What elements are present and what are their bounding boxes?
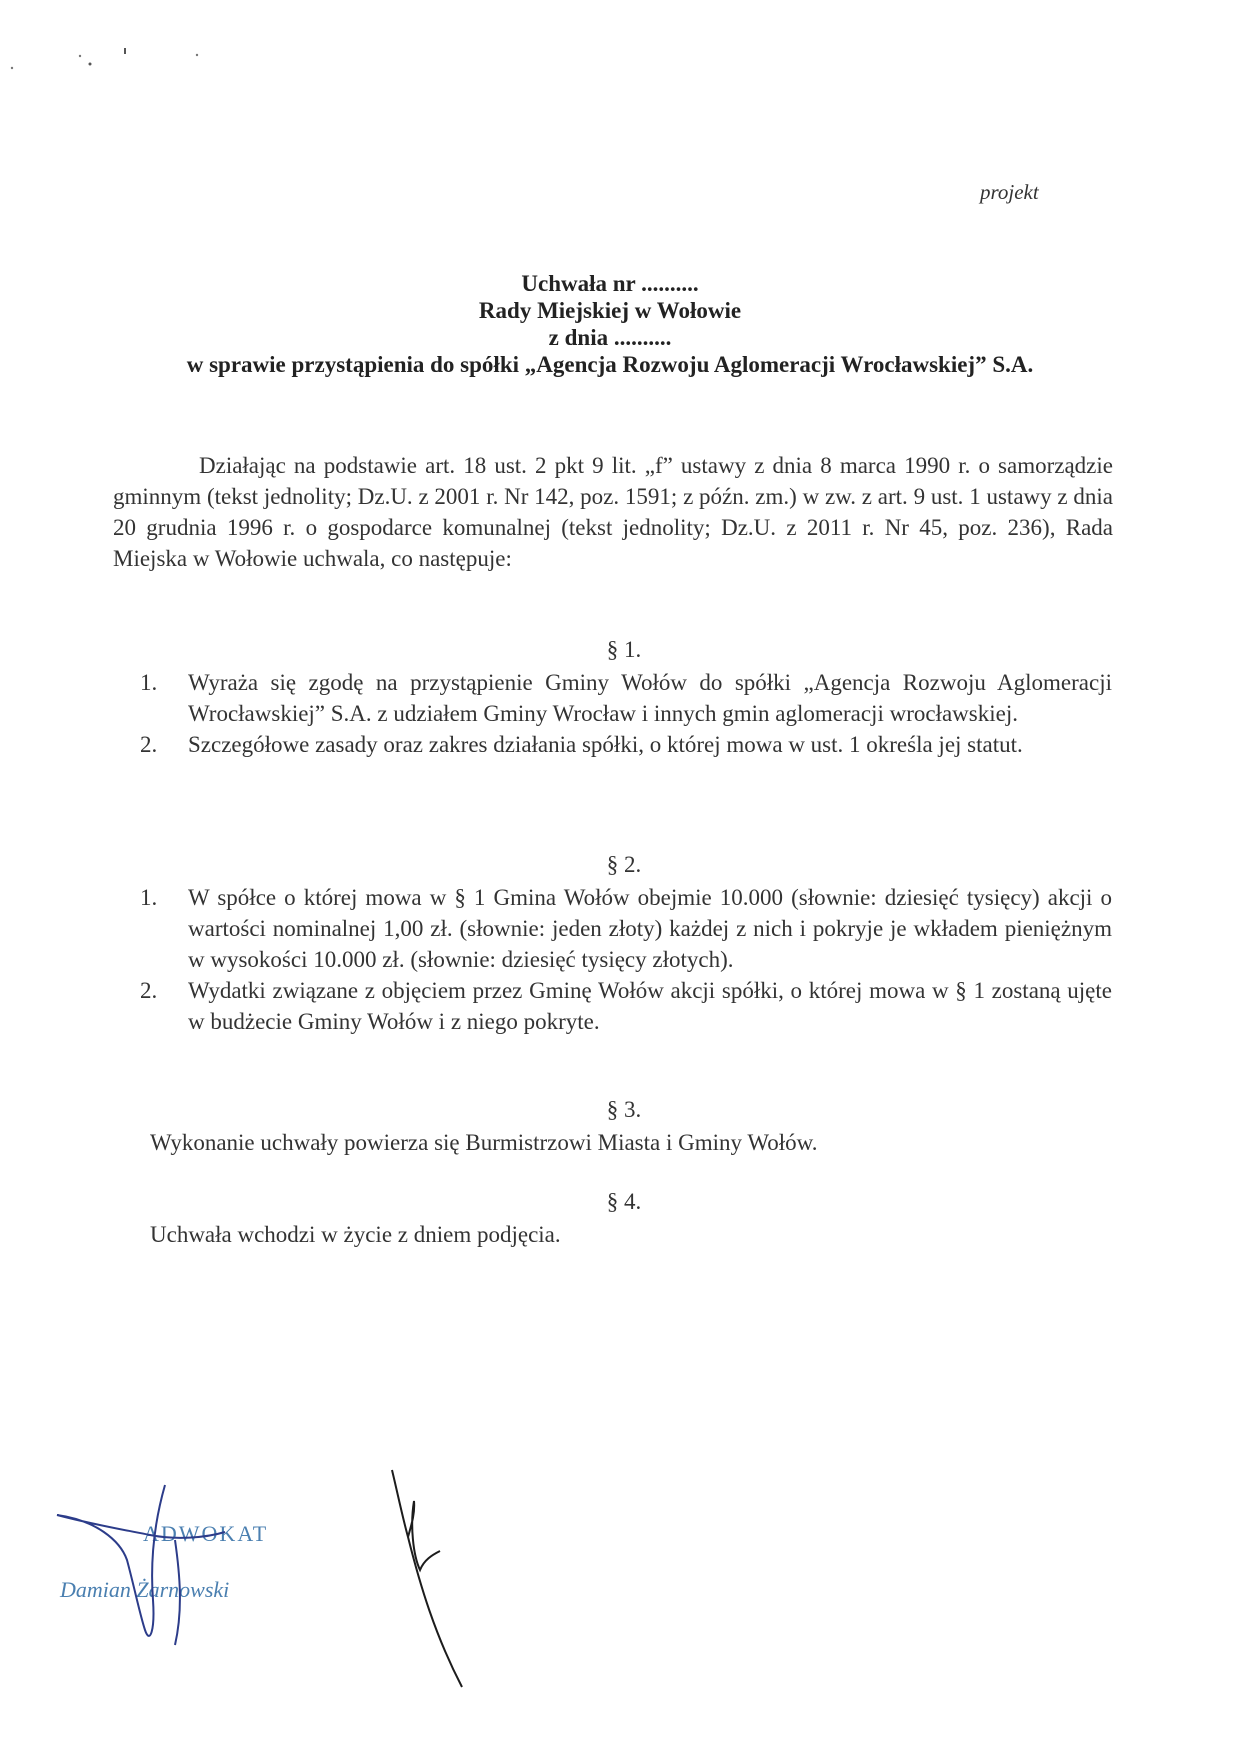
preamble-text: Działając na podstawie art. 18 ust. 2 pkt 9 lit. „f” ustawy z dnia 8 marca 1990 r. o samorządzie gminnym (tekst jednolity; Dz.U. z 2001 r. Nr 142, poz. 1591; z późn. zm.) w zw. z art. 9 ust. 1 ustawy z dnia 20 grudnia 1996 r. o gospodarce komunalnej (tekst jednolity; Dz.U. z 2011 r. Nr 45, poz. 236), Rada Miejska w Wołowie uchwala, co następuje: bbox=[113, 453, 1113, 571]
section-3-text: Wykonanie uchwały powierza się Burmistrzowi Miasta i Gminy Wołów. bbox=[150, 1130, 818, 1155]
section-4-text: Uchwała wchodzi w życie z dniem podjęcia. bbox=[150, 1222, 561, 1247]
item-text: Wydatki związane z objęciem przez Gminę Wołów akcji spółki, o której mowa w § 1 zostaną ujęte w budżecie Gminy Wołów i z niego pokryte. bbox=[188, 978, 1112, 1034]
stamp-name: Damian Żarnowski bbox=[60, 1577, 230, 1602]
section-2-list bbox=[140, 882, 1112, 1037]
section-heading-3: § 3. bbox=[606, 1097, 642, 1122]
section-1-list bbox=[140, 667, 1112, 760]
section-heading-2: § 2. bbox=[606, 852, 642, 877]
resolution-number: Uchwała nr .......... bbox=[521, 271, 699, 296]
item-number: 1. bbox=[140, 885, 158, 910]
list-item bbox=[140, 667, 1112, 729]
council-name: Rady Miejskiej w Wołowie bbox=[478, 298, 742, 323]
item-text: W spółce o której mowa w § 1 Gmina Wołów obejmie 10.000 (słownie: dziesięć tysięcy) akcji o wartości nominalnej 1,00 zł. (słownie: jeden złoty) każdej z nich i pokryje je wkładem pieniężnym w wysokości 10.000 zł. (słownie: dziesięć tysięcy złotych). bbox=[188, 885, 1112, 972]
stamp-signature bbox=[55, 1480, 255, 1660]
list-item bbox=[140, 882, 1112, 975]
stamp-title: ADWOKAT bbox=[143, 1521, 269, 1546]
preamble bbox=[113, 450, 1113, 574]
list-item bbox=[140, 975, 1112, 1037]
resolution-date: z dnia .......... bbox=[548, 325, 672, 350]
section-heading-4: § 4. bbox=[606, 1189, 642, 1214]
item-text: Wyraża się zgodę na przystąpienie Gminy Wołów do spółki „Agencja Rozwoju Aglomeracji Wrocławskiej” S.A. z udziałem Gminy Wrocław i innych gmin aglomeracji wrocławskiej. bbox=[188, 670, 1112, 726]
section-heading-1: § 1. bbox=[606, 637, 642, 662]
resolution-subject: w sprawie przystąpienia do spółki „Agencja Rozwoju Aglomeracji Wrocławskiej” S.A. bbox=[186, 352, 1034, 377]
lawyer-stamp bbox=[55, 1505, 315, 1655]
draft-label: projekt bbox=[980, 180, 1039, 204]
resolution-header bbox=[110, 270, 1110, 378]
item-text: Szczegółowe zasady oraz zakres działania spółki, o której mowa w ust. 1 określa jej statut. bbox=[188, 732, 1023, 757]
list-item bbox=[140, 729, 1112, 760]
item-number: 2. bbox=[140, 978, 158, 1003]
item-number: 1. bbox=[140, 670, 158, 695]
signature bbox=[380, 1465, 480, 1695]
scan-specks bbox=[0, 0, 300, 90]
item-number: 2. bbox=[140, 732, 158, 757]
